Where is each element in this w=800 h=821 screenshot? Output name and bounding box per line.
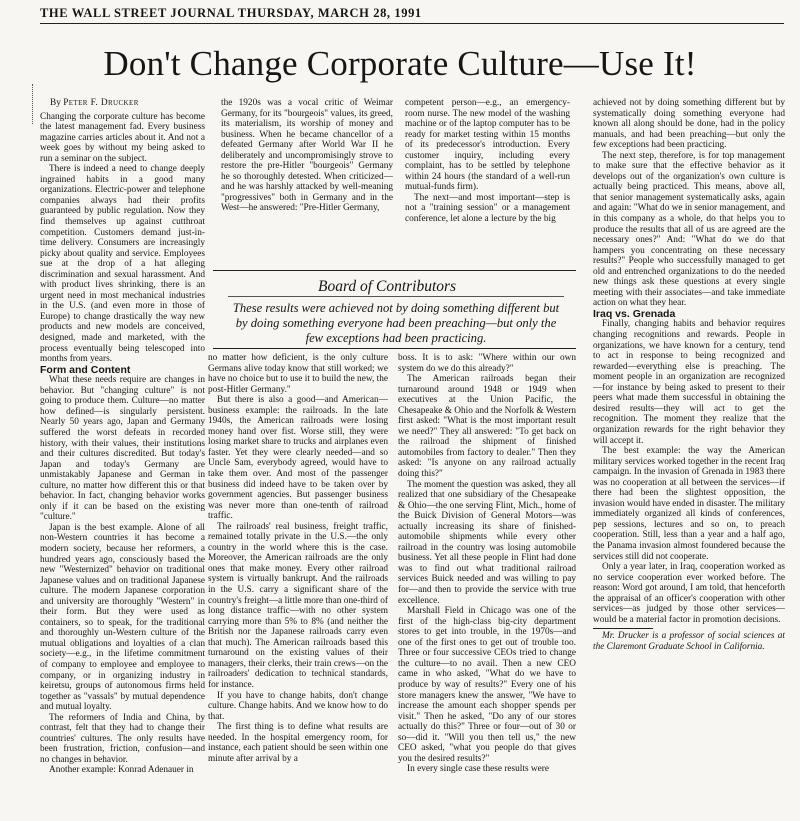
box-bottom-rule (213, 348, 576, 349)
paragraph: achieved not by doing something different but by systematically doing something everyone had known all along should be done, had in the policy manuals, and had been preaching—but only the few exceptions had been practicing. (593, 98, 785, 151)
paragraph: The American railroads began their turnaround around 1948 or 1949 when executives at the Union Pacific, the Chesapeake & Ohio and the Norfolk & Western first asked: "What is the most important result we need?" They all answered: "To get back on the railroad the shipment of finished automobiles from factory to dealer." Then they asked: "Is anyone on any railroad actually doing this?" (398, 374, 576, 480)
box-title: Board of Contributors (318, 278, 457, 295)
paragraph: The first thing is to define what results are needed. In the hospital emergency room, for instance, each patient should be seen within one minute after arrival by a (208, 722, 388, 764)
masthead-rule (40, 23, 784, 24)
article-column-3-top (405, 98, 570, 266)
paragraph: The moment the question was asked, they all realized that one subsidiary of the Chesapeake & Ohio—the one serving Flint, Mich., home of the Buick Division of General Motors—was actually increasing its share of finished-automobile shipments while every other railroad in the country was losing automobile business. Yet all these people in Flint had done was to find out what traditional railroad services Buick needed and was willing to pay for—and then to provide the service with true excellence. (398, 479, 576, 606)
paragraph: Another example: Konrad Adenauer in (49, 765, 194, 776)
article-column-3-bottom (398, 353, 576, 815)
section-subhead: Iraq vs. Grenada (593, 307, 676, 320)
paragraph: What these needs require are changes in behavior. But "changing culture" is not going to produce them. Culture—no matter how defined—is singularly persistent. Nearly 50 years ago, Japan and Germany suffered the worst defeats in recorded history, with their values, their institutions and their cultures discredited. But today's Japan and today's Germany are unmistakably Japanese and German in culture, no matter how different this or that behavior. In fact, changing behavior works only if it can be based on the existing "culture." (40, 375, 205, 523)
paragraph: competent person—e.g., an emergency-room nurse. The new model of the washing machine or of the laptop computer has to be ready for market testing within 15 months of its predecessor's introduction. Every customer inquiry, including every complaint, has to be settled by telephone within 24 hours (the standard of a well-run mutual-funds firm). (405, 98, 570, 193)
paragraph: boss. It is to ask: "Where within our own system do we do this already?" (398, 353, 576, 374)
paragraph: But there is also a good—and American—business example: the railroads. In the late 1940s, the American railroads were losing money hand over fist. Worse still, they were losing market share to trucks and airplanes even faster. Yet they were clearly needed—and so Uncle Sam, everybody agreed, would have to take them over. And most of the passenger business did indeed have to be taken over by government agencies. But passenger business was never more than one-tenth of railroad traffic. (208, 395, 388, 522)
paragraph: no matter how deficient, is the only culture Germans alive today know that still worked; we have no choice but to use it to build the new, the post-Hitler Germany." (208, 353, 388, 395)
section-subhead: Form and Content (40, 363, 131, 376)
paragraph: Marshall Field in Chicago was one of the first of the high-class big-city department stores to get into trouble, in the 1970s—and one of the first ones to get out of trouble too. Three or four successive CEOs tried to change the culture—to no avail. Then a new CEO came in who asked, "What do we have to produce by way of results?" Every one of his store managers knew the answer, "We have to increase the amount each shopper spends per visit." Then he asked, "Do any of our stores actually do this?" Three or four—out of 30 or so—did it. "Will you then tell us," the new CEO asked, "what you people do that gives you the desired results?" (398, 606, 576, 764)
paragraph: The next—and most important—step is not a "training session" or a management conference, let alone a lecture by the big (405, 192, 570, 225)
paragraph: In every single case these results were (407, 764, 549, 775)
author-credit: Mr. Drucker is a professor of social sciences at the Claremont Graduate School in California. (593, 631, 785, 652)
paragraph: The best example: the way the American military services worked together in the recent Iraq campaign. In the invasion of Grenada in 1983 there was no cooperation at all between the services—if there had been the slightest opposition, the invasion would have ended in disaster. The military immediately organized all kinds of conferences, pep sessions, lectures and so on, to preach cooperation. Still, less than a year and a half ago, the Panama invasion almost foundered because the services still did not cooperate. (593, 446, 785, 562)
paragraph: The reformers of India and China, by contrast, felt that they had to change their countries' cultures. The only results have been frustration, friction, confusion—and no changes in behavior. (40, 712, 205, 765)
article-column-2-bottom (208, 353, 388, 815)
author-name: Peter F. Drucker (63, 98, 139, 108)
article-column-4 (593, 98, 785, 815)
paragraph: The railroads' real business, freight traffic, remained totally private in the U.S.—the only country in the world where this is the case. Moreover, the American railroads are the only ones that make money. Every other railroad system is virtually bankrupt. And the railroads in the U.S. carry a significant share of the country's freight—a little more than one-third of long distance traffic—with no other system carrying more than 5% to 8% (and neither the British nor the Japanese railroads carry even that much). The American railroads based this turnaround on the existing values of their managers, their clerks, their train crews—on the railroaders' dedication to technical standards, for instance. (208, 521, 388, 690)
margin-mark (32, 84, 36, 124)
byline: By Peter F. Drucker (50, 98, 139, 108)
credit-rule (593, 628, 653, 629)
paragraph: The next step, therefore, is for top management to make sure that the effective behavior as it develops out of the organization's own culture is actually being practiced. This means, above all, that senior management systematically asks, again and again: "What do we in senior management, and in this company as a whole, do that helps you to produce the results that all of us are agreed are the necessary ones?" And: "What do we do that hampers you concentrating on these necessary results?" People who successfully managed to get old and entrenched organizations to do the needed new things ask these questions at every single meeting with their associates—and take immediate action on what they hear. (593, 150, 785, 309)
headline: Don't Change Corporate Culture—Use It! (103, 44, 697, 83)
paragraph: If you have to change habits, don't change culture. Change habits. And we know how to do that. (208, 690, 388, 722)
paragraph: Finally, changing habits and behavior requires changing recognitions and rewards. People in organizations, we have known for a century, tend to act in response to being recognized and rewarded—everything else is preaching. The moment people in an organization are recognized—for instance by being asked to present to their peers what made them successful in obtaining the desired results—they will act to get the recognition. The moment they realize that the organization rewards for the right behavior they will accept it. (593, 319, 785, 446)
article-column-1 (40, 98, 205, 815)
paragraph: Only a year later, in Iraq, cooperation worked as no service cooperation ever worked before. The reason: Word got around, I am told, that henceforth the appraisal of an officer's cooperation with other services—as judged by those other services—would be a material factor in promotion decisions. (593, 562, 785, 625)
box-top-rule (213, 270, 576, 271)
paragraph: Japan is the best example. Alone of all non-Western countries it has become a modern society, because her reformers, a hundred years ago, consciously based the new "Westernized" behavior on traditional Japanese values and on traditional Japanese culture. The modern Japanese corporation and university are thoroughly "Western" in their form. But they were used as containers, so to speak, for the traditional and thoroughly un-Western culture of the mutual obligations and loyalties of a clan society—e.g., in the lifetime commitment of company to employee and employee to company, or in organizing industry in keiretsu, groups of autonomous firms held together as "vassals" by mutual dependence and mutual loyalty. (40, 522, 205, 713)
article-column-2-top (221, 98, 393, 266)
paragraph: the 1920s was a vocal critic of Weimar Germany, for its "bourgeois" values, its greed, its materialism, its worship of money and business. When he became chancellor of a defeated Germany after World War II he deliberately and uncompromisingly strove to restore the pre-Hitler "bourgeois" Germany he so thoroughly detested. When criticized—and he was harshly attacked by well-meaning "progressives" both in Germany and in the West—he answered: "Pre-Hitler Germany, (221, 98, 393, 214)
box-title-rule (228, 296, 564, 297)
pull-quote: These results were achieved not by doing something different but by doing something everyone had been preaching—but only the few exceptions had been practicing. (232, 301, 560, 345)
masthead: THE WALL STREET JOURNAL THURSDAY, MARCH 28, 1991 (40, 6, 422, 20)
paragraph: Changing the corporate culture has become the latest management fad. Every business magazine carries articles about it. And not a week goes by without my being asked to run a seminar on the subject. (40, 111, 205, 164)
paragraph: There is indeed a need to change deeply ingrained habits in a good many organizations. Electric-power and telephone companies always had their profits guaranteed by public regulation. Now they find themselves up against cutthroat competition. Customers demand just-in-time delivery. Consumers are increasingly picky about quality and service. Employees sue at the drop of a hat alleging discrimination and sexual harassment. And with product lives shrinking, there is an urgent need in most mechanical industries in the U.S. (and even more in those of Europe) to change drastically the way new products and new models are conceived, designed, made and marketed, with the process eventually being telescoped into months from years. (40, 164, 205, 365)
